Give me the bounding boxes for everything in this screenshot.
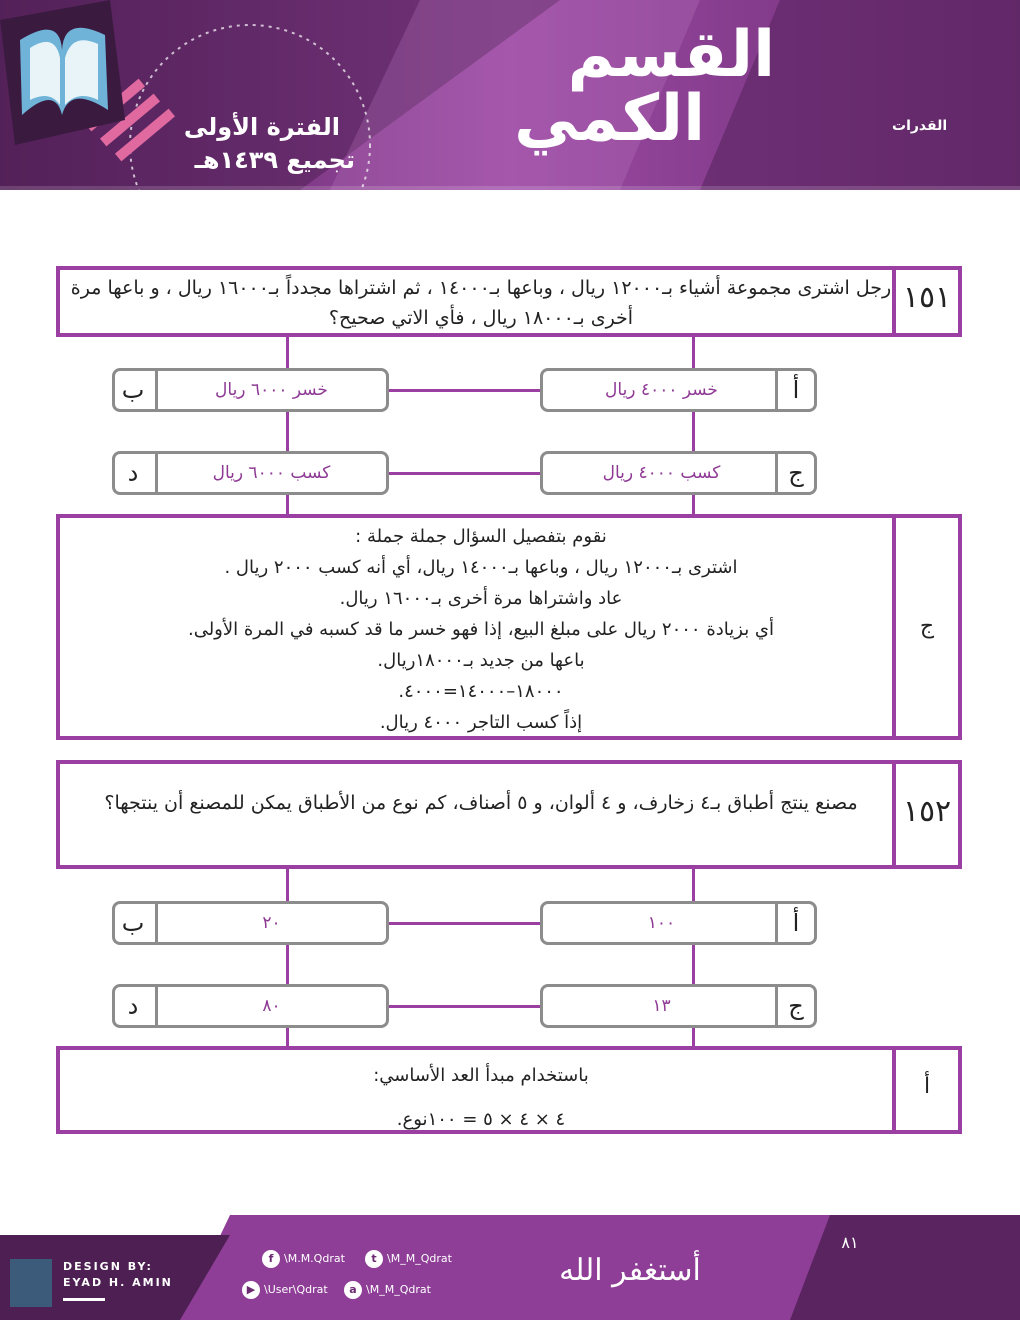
option-divider <box>155 454 158 492</box>
option-d[interactable] <box>112 984 389 1028</box>
facebook-icon[interactable]: f <box>262 1250 280 1268</box>
option-divider <box>155 987 158 1025</box>
solution-line: نقوم بتفصيل السؤال جملة جملة : <box>355 526 607 547</box>
option-b[interactable] <box>112 901 389 945</box>
page-header <box>0 0 1020 190</box>
option-c[interactable] <box>540 984 817 1028</box>
page-footer <box>0 1215 1020 1320</box>
option-a-text: خسر ٤٠٠٠ ريال <box>605 380 718 400</box>
design-by-label: DESIGN BY: <box>63 1260 153 1273</box>
option-d-text: كسب ٦٠٠٠ ريال <box>212 463 331 483</box>
ask-handle[interactable]: \M_M_Qdrat <box>366 1283 431 1296</box>
footer-background <box>0 1215 1020 1320</box>
solution-151-lines <box>70 521 892 738</box>
twitter-handle[interactable]: \M_M_Qdrat <box>387 1252 452 1265</box>
ask-icon[interactable]: a <box>344 1281 362 1299</box>
option-a[interactable] <box>540 901 817 945</box>
question-152-number: ١٥٢ <box>902 794 952 829</box>
solution-line: اشترى بـ١٢٠٠٠ ريال ، وباعها بـ١٤٠٠٠ ريال، أي أنه كسب ٢٠٠٠ ريال . <box>224 557 738 578</box>
youtube-icon[interactable]: ▶ <box>242 1281 260 1299</box>
connector-line <box>389 1005 541 1008</box>
option-d-label: د <box>127 992 139 1020</box>
youtube-handle[interactable]: \User\Qdrat <box>264 1283 328 1296</box>
solution-line: إذاً كسب التاجر ٤٠٠٠ ريال. <box>379 712 583 733</box>
solution-152-box <box>56 1046 962 1134</box>
designer-underline <box>63 1298 105 1301</box>
connector-line <box>389 922 541 925</box>
book-logo-icon <box>0 0 125 145</box>
connector-line <box>389 472 541 475</box>
question-152-box <box>56 760 962 869</box>
option-c-label: ج <box>788 992 804 1020</box>
solution-line: باعها من جديد بـ١٨٠٠٠ريال. <box>377 650 585 671</box>
option-b-text: خسر ٦٠٠٠ ريال <box>215 380 328 400</box>
answer-152: أ <box>923 1074 931 1099</box>
option-a-text: ١٠٠ <box>647 913 676 933</box>
option-c-text: ١٣ <box>652 996 671 1016</box>
option-divider <box>155 371 158 409</box>
twitter-icon[interactable]: t <box>365 1250 383 1268</box>
question-151-number: ١٥١ <box>902 280 952 315</box>
option-a-label: أ <box>792 376 800 404</box>
solution-line: باستخدام مبدأ العد الأساسي: <box>373 1065 589 1086</box>
period-label: الفترة الأولى <box>183 113 340 141</box>
calligraphy-text: أستغفر الله <box>559 1253 701 1288</box>
designer-name: EYAD H. AMIN <box>63 1276 173 1289</box>
option-b[interactable] <box>112 368 389 412</box>
option-c-text: كسب ٤٠٠٠ ريال <box>602 463 721 483</box>
option-d-text: ٨٠ <box>262 996 281 1016</box>
collection-label: تجميع ١٤٣٩هـ <box>194 146 355 174</box>
solution-151-box <box>56 514 962 740</box>
connector-line <box>389 389 541 392</box>
solution-line: أي بزيادة ٢٠٠٠ ريال على مبلغ البيع، إذا فهو خسر ما قد كسبه في المرة الأولى. <box>187 619 775 640</box>
option-d-label: د <box>127 459 139 487</box>
designer-avatar <box>10 1259 52 1307</box>
solution-line: ١٨٠٠٠–١٤٠٠٠=٤٠٠٠. <box>398 681 564 702</box>
option-b-label: ب <box>121 909 145 937</box>
header-background <box>0 0 1020 190</box>
answer-151: ج <box>919 614 935 639</box>
question-151-text: رجل اشترى مجموعة أشياء بـ١٢٠٠٠ ريال ، وباعها بـ١٤٠٠٠ ، ثم اشتراها مجدداً بـ١٦٠٠٠ ريال ، و باعها مرة أخرى بـ١٨٠٠٠ ريال ، فأي الاتي صحيح؟ <box>70 277 892 329</box>
solution-152-lines <box>70 1054 892 1142</box>
logo-text: القدرات <box>892 118 948 134</box>
section-title-line1: القسم <box>567 18 775 92</box>
option-b-label: ب <box>121 376 145 404</box>
question-151-box <box>56 266 962 337</box>
option-c[interactable] <box>540 451 817 495</box>
option-c-label: ج <box>788 459 804 487</box>
question-152-text: مصنع ينتج أطباق بـ٤ زخارف، و ٤ ألوان، و ٥ أصناف، كم نوع من الأطباق يمكن للمصنع أن ينتجها؟ <box>104 792 858 814</box>
option-d[interactable] <box>112 451 389 495</box>
option-a-label: أ <box>792 909 800 937</box>
option-divider <box>155 904 158 942</box>
page-number: ٨١ <box>841 1233 859 1252</box>
option-b-text: ٢٠ <box>262 913 281 933</box>
facebook-handle[interactable]: \M.M.Qdrat <box>284 1252 345 1265</box>
solution-line: ٤ × ٤ × ٥ = ١٠٠نوع. <box>396 1109 566 1130</box>
solution-line: عاد واشتراها مرة أخرى بـ١٦٠٠٠ ريال. <box>339 588 623 609</box>
section-title-line2: الكمي <box>514 82 705 156</box>
option-a[interactable] <box>540 368 817 412</box>
